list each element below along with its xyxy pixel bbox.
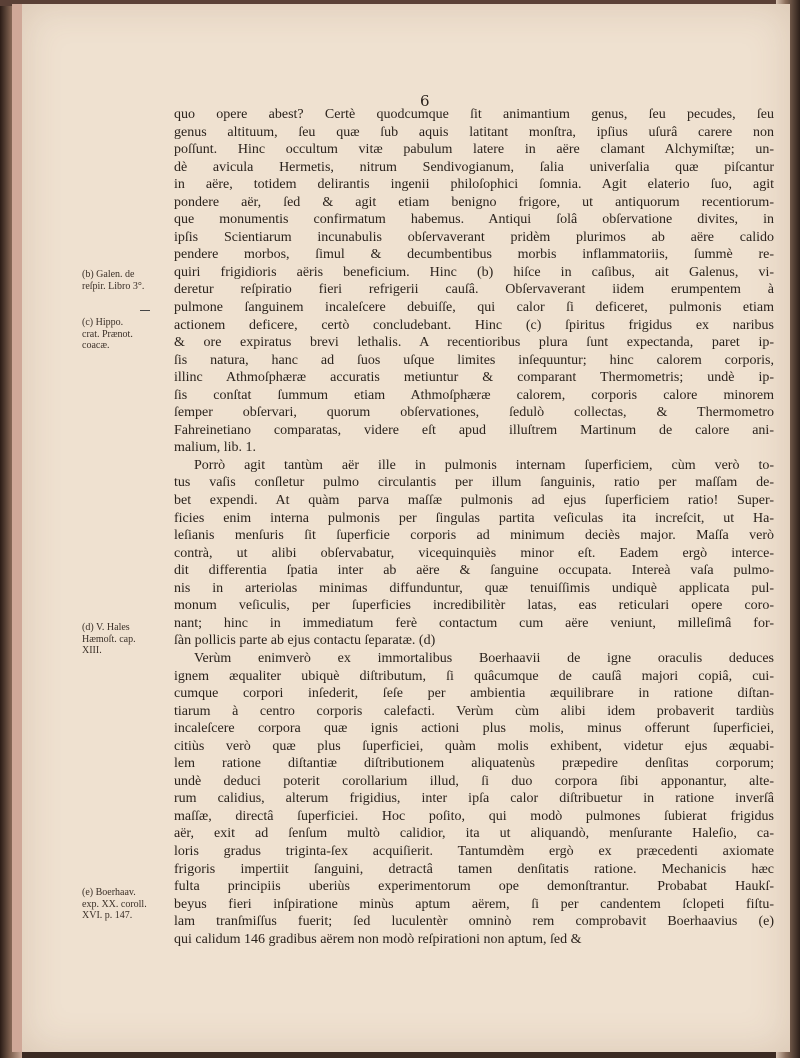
text-line: qui calidum 146 gradibus aërem non modò reſpirationi non aptum, ſed & — [174, 931, 582, 947]
text-line: undè deduci poterit corollarium illud, ſi duo corpora ſibi apponantur, alte- — [174, 773, 774, 789]
text-line: tiarum à centro corporis calefacti. Verùm cùm alibi idem probaverit tardiùs — [174, 703, 774, 719]
text-line: frigoris impertiit ſanguini, detractâ tamen denſitatis ratione. Mechanicis hæc — [174, 861, 774, 877]
margin-note-line: coacæ. — [82, 340, 110, 351]
margin-note-line: reſpir. Libro 3°. — [82, 280, 145, 292]
text-line: Fahreinetiano comparatas, videre eſt apud illuſtrem Martinum de calore ani- — [174, 422, 774, 438]
text-line: loris gradus triginta-ſex acquiſierit. Tantumdèm ergò ex præcedenti axiomate — [174, 843, 774, 859]
text-line: actionem deficere, certò concludebant. Hinc (c) ſpiritus frigidus ex naribus — [174, 317, 774, 333]
text-line: Verùm enimverò ex immortalibus Boerhaavii de igne oraculis deduces — [194, 650, 774, 666]
text-line: ſis conſtat ſummum etiam Athmoſphæræ calorem, corporis calore minorem — [174, 387, 774, 403]
text-line: dè avicula Hermetis, nitrum Sendivogianum, ſalia univerſalia quæ piſcantur — [174, 159, 774, 175]
text-line: pondere aër, ſed & agit etiam benigno frigore, ut antiquorum recentiorum- — [174, 194, 774, 210]
margin-note-line: XVI. p. 147. — [82, 910, 133, 921]
text-line: contrà, ut alibi obſervabatur, vicequinquiès minor eſt. Eadem ergò interce- — [174, 545, 774, 561]
text-line: maſſæ, directâ ſuperficiei. Hoc poſito, qui modò pulmones ſubierat frigidus — [174, 808, 774, 824]
text-line: nant; hinc in immediatum ferè contactum cum aëre veniunt, milleſimâ for- — [174, 615, 774, 631]
text-line: ſis natura, hanc ad ſuos uſque limites inſequuntur; hinc calorem corporis, — [174, 352, 774, 368]
text-line: tus vaſis conſletur pulmo circulantis per illum ſanguinis, ratio per maſſam de- — [174, 475, 774, 491]
text-line: dit differentia ſpatia inter ab aëre & ſanguine occupata. Intereà vaſa pulmo- — [174, 563, 774, 579]
text-line: ſàn pollicis parte ab ejus contactu ſeparatæ. (d) — [174, 633, 436, 649]
main-text — [174, 106, 774, 948]
text-line: ipſis Scientiarum incunabulis obſervaverant pridèm plurimos ab aëre calido — [174, 229, 774, 245]
text-line: nis in arteriolas minimas diffunduntur, quæ tenuiſſimis undiquè applicata pul- — [174, 580, 774, 596]
text-line: illinc Athmoſphæræ accuratis metiuntur & comparant Thermometris; undè ip- — [174, 370, 774, 386]
text-line: lem ratione diſtantiæ diſtributionem aliquatenùs præpedire denſitas corporum; — [174, 756, 774, 772]
text-line: bet expendi. At quàm parva maſſæ pulmonis ad ejus ſuperficiem ratio! Super- — [174, 493, 774, 509]
text-line: leſianis menſuris ſit ſuperficie corporis ad minimum deciès major. Maſſa verò — [174, 528, 774, 544]
margin-note-c — [82, 317, 168, 352]
text-line: & ore expiratus brevi lethalis. A recentioribus plura ſunt expectanda, paret ip- — [174, 335, 774, 351]
margin-note-line: exp. XX. coroll. — [82, 898, 147, 910]
text-line: genus altituum, ſeu quæ ſub aquis latitant monſtra, ipſius uſurâ carere non — [174, 124, 774, 140]
margin-note-e — [82, 887, 168, 922]
text-line: malium, lib. 1. — [174, 440, 257, 456]
margin-note-line: (c) Hippo. — [82, 317, 124, 328]
text-line: aër, exit ad ſenſum multò calidior, ita ut aliquandò, menſurante Haleſio, ca- — [174, 826, 774, 842]
margin-note-d — [82, 622, 168, 657]
margin-note-line: XIII. — [82, 645, 102, 656]
text-line: monum veſiculis, per ſuperficies incredibilitèr latas, eas reticulari opere coro- — [174, 598, 774, 614]
margin-note-line: (b) Galen. de — [82, 269, 135, 280]
page-number: 6 — [420, 92, 430, 110]
text-line: deretur reſpiratio fieri refrigerii cauſâ. Obſervaverant iidem erumpentem à — [174, 282, 774, 298]
paragraph-3 — [174, 650, 774, 948]
text-line: poſſunt. Hinc occultum vitæ pabulum latere in aëre clamant Alchymiſtæ; un- — [174, 142, 774, 158]
margin-note-b — [82, 269, 168, 292]
text-line: citiùs verò quæ plus ſuperficiei, quàm molis exhibent, videtur ejus æquabi- — [174, 738, 774, 754]
text-line: quiri frigidioris aëris beneficium. Hinc (b) hiſce in caſibus, ait Galenus, vi- — [174, 264, 774, 280]
text-line: lam tranſmiſſus fuerit; ſed luculentèr omninò rem comprobavit Boerhaavius (e) — [174, 914, 774, 930]
margin-note-line: (d) V. Hales — [82, 622, 130, 633]
text-line: pendere morbos, ſimul & decumbentibus morbis inflammatoriis, ſummè re- — [174, 247, 774, 263]
text-line: incaleſcere corpora quæ ignis actioni plus molis, minus offerunt ſuperficiei, — [174, 721, 774, 737]
margin-dash — [140, 310, 150, 311]
text-line: quo opere abest? Certè quodcumque ſit animantium genus, ſeu pecudes, ſeu — [174, 107, 774, 122]
text-line: in aëre, totidem delirantis ingenii philoſophici ſomnia. Agit elaterio ſuo, agit — [174, 177, 774, 193]
margin-note-line: (e) Boerhaav. — [82, 887, 136, 898]
text-line: ficies enim interna pulmonis per ſingulas partita veſiculas ita increſcit, ut Ha- — [174, 510, 774, 526]
text-line: rum calidius, alterum frigidius, inter ipſa calor diſtribuetur in ratione inverſâ — [174, 791, 774, 807]
margin-note-line: Hæmoſt. cap. — [82, 633, 136, 645]
text-line: fulta principiis uberiùs experimentorum ope demonſtrantur. Probabat Haukſ- — [174, 879, 774, 895]
paragraph-1 — [174, 106, 774, 457]
text-line: beyus fieri inſpiratione minùs aptum aërem, ſi per candentem ſclopeti fiſtu- — [174, 896, 774, 912]
text-line: cumque corpori inſederit, ſeſe per ambientia æquilibrare in ratione diſtan- — [174, 686, 774, 702]
text-line: ſemper obſervari, quorum obſervationes, ſedulò collectas, & Thermometro — [174, 405, 774, 421]
margin-note-line: crat. Prænot. — [82, 328, 133, 340]
text-line: Porrò agit tantùm aër ille in pulmonis internam ſuperficiem, cùm verò to- — [194, 457, 774, 473]
text-line: que monumentis confirmatum habemus. Antiqui ſolâ obſervatione divites, in — [174, 212, 774, 228]
paragraph-2 — [174, 457, 774, 650]
text-line: pulmone ſanguinem incaleſcere debuiſſe, qui calor ſi deficeret, pulmonis etiam — [174, 300, 774, 316]
text-line: ignem æqualiter ubiquè diſtributum, ſi quâcumque de cauſâ majori copiâ, cui- — [174, 668, 774, 684]
